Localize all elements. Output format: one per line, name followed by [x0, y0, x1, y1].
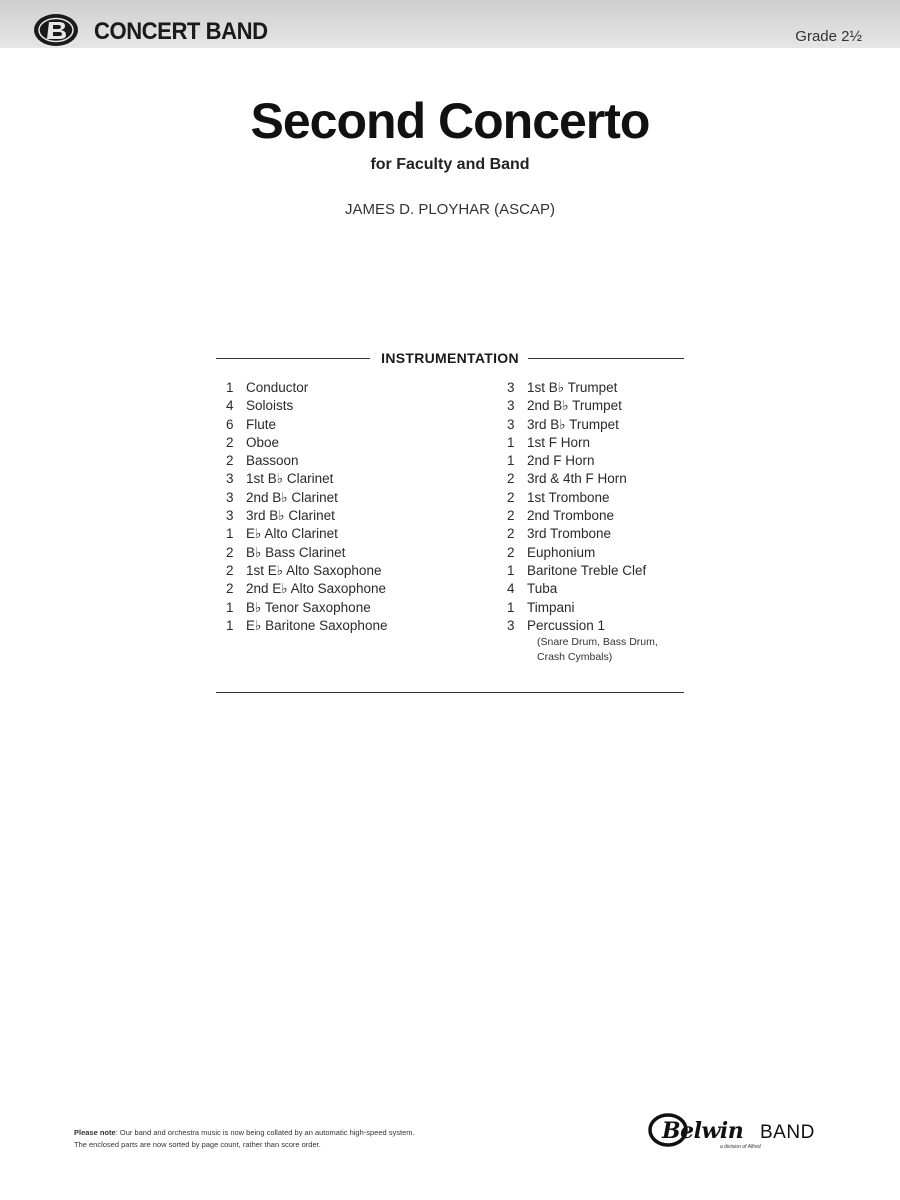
publisher-tagline: a division of Alfred — [720, 1144, 761, 1150]
collation-note — [74, 1127, 594, 1151]
instrument-row — [226, 416, 496, 434]
part-quantity: 4 — [507, 581, 515, 597]
part-name: 2nd Trombone — [527, 508, 615, 524]
instrument-row — [226, 434, 496, 452]
instrument-row — [226, 617, 496, 635]
part-name: Baritone Treble Clef — [527, 562, 647, 578]
note-label: Please note — [74, 1128, 116, 1137]
composer: JAMES D. PLOYHAR (ASCAP) — [344, 201, 556, 218]
series-name: CONCERT BAND — [94, 18, 268, 45]
publisher-script-name: Belwin — [662, 1118, 744, 1144]
part-quantity: 2 — [507, 489, 515, 505]
percussion-note-line: Crash Cymbals) — [537, 651, 613, 663]
instrument-row — [226, 525, 496, 543]
part-name: 3rd B♭ Clarinet — [246, 508, 335, 524]
instrument-row — [507, 470, 707, 488]
piece-title: Second Concerto — [250, 93, 650, 149]
part-quantity: 3 — [507, 398, 515, 414]
part-name: 2nd F Horn — [527, 453, 595, 469]
part-quantity: 2 — [226, 434, 234, 450]
part-quantity: 2 — [226, 544, 234, 560]
instrument-list-left — [226, 379, 496, 635]
part-name: B♭ Tenor Saxophone — [246, 599, 371, 615]
part-quantity: 1 — [226, 526, 234, 542]
instrument-row — [226, 599, 496, 617]
part-name: Tuba — [527, 581, 558, 597]
instrument-row — [507, 562, 707, 580]
part-quantity: 1 — [507, 562, 515, 578]
part-quantity: 1 — [507, 599, 515, 615]
instrument-row — [226, 397, 496, 415]
part-name: Soloists — [246, 398, 294, 414]
part-quantity: 2 — [507, 508, 515, 524]
part-quantity: 6 — [226, 416, 234, 432]
instrument-row — [226, 562, 496, 580]
part-quantity: 3 — [226, 489, 234, 505]
instrument-row — [507, 452, 707, 470]
publisher-band-text: BAND — [760, 1122, 815, 1143]
instrument-row — [226, 544, 496, 562]
instrumentation-bottom-rule — [216, 692, 684, 693]
instrument-row — [226, 507, 496, 525]
instrument-row — [507, 507, 707, 525]
collation-note-line: The enclosed parts are now sorted by page count, rather than score order. — [74, 1140, 321, 1149]
part-name: Euphonium — [527, 544, 596, 560]
instrument-row — [507, 489, 707, 507]
part-name: 2nd B♭ Clarinet — [246, 489, 338, 505]
part-name: 1st B♭ Clarinet — [246, 471, 334, 487]
part-name: Timpani — [527, 599, 575, 615]
instrument-row — [507, 379, 707, 397]
instrument-row — [507, 544, 707, 562]
part-name: Bassoon — [246, 453, 299, 469]
instrument-row — [507, 617, 707, 635]
part-name: Conductor — [246, 380, 309, 395]
part-name: Percussion 1 — [527, 617, 606, 633]
part-quantity: 1 — [226, 599, 234, 615]
part-quantity: 1 — [507, 434, 515, 450]
part-name: 2nd B♭ Trumpet — [527, 398, 622, 414]
part-quantity: 2 — [507, 544, 515, 560]
part-name: 3rd Trombone — [527, 526, 612, 542]
piece-subtitle: for Faculty and Band — [370, 156, 530, 173]
part-quantity: 3 — [226, 471, 234, 487]
part-name: 1st B♭ Trumpet — [527, 380, 618, 395]
part-name: Oboe — [246, 434, 280, 450]
part-quantity: 2 — [226, 562, 234, 578]
part-name: 2nd E♭ Alto Saxophone — [246, 581, 386, 597]
instrument-list-right — [507, 379, 707, 635]
heading-rule-right — [528, 358, 684, 359]
instrument-row — [507, 580, 707, 598]
instrument-row — [507, 397, 707, 415]
instrument-row — [507, 434, 707, 452]
part-quantity: 1 — [507, 453, 515, 469]
percussion-note — [537, 635, 697, 665]
part-quantity: 2 — [507, 471, 515, 487]
instrumentation-heading — [216, 350, 684, 368]
collation-note-line — [74, 1127, 594, 1139]
instrument-row — [507, 416, 707, 434]
grade-level: Grade 2½ — [795, 28, 862, 45]
part-name: B♭ Bass Clarinet — [246, 544, 346, 560]
part-quantity: 2 — [226, 453, 234, 469]
part-quantity: 3 — [226, 508, 234, 524]
part-name: 3rd & 4th F Horn — [527, 471, 627, 487]
note-text: : Our band and orchestra music is now being collated by an automatic high-speed system. — [115, 1128, 415, 1137]
part-name: E♭ Baritone Saxophone — [246, 617, 388, 633]
part-quantity: 2 — [226, 581, 234, 597]
instrument-row — [226, 580, 496, 598]
instrument-row — [226, 489, 496, 507]
part-quantity: 3 — [507, 617, 515, 633]
part-quantity: 1 — [226, 617, 234, 633]
part-name: 1st E♭ Alto Saxophone — [246, 562, 382, 578]
part-quantity: 3 — [507, 380, 515, 395]
part-quantity: 3 — [507, 416, 515, 432]
part-quantity: 4 — [226, 398, 234, 414]
belwin-b-logo-icon — [32, 12, 80, 48]
instrument-row — [226, 470, 496, 488]
part-name: 1st Trombone — [527, 489, 610, 505]
part-name: 3rd B♭ Trumpet — [527, 416, 619, 432]
instrument-row — [507, 525, 707, 543]
part-name: Flute — [246, 416, 277, 432]
percussion-note-line: (Snare Drum, Bass Drum, — [537, 636, 658, 648]
part-name: 1st F Horn — [527, 434, 591, 450]
instrument-row — [507, 599, 707, 617]
part-quantity: 2 — [507, 526, 515, 542]
part-name: E♭ Alto Clarinet — [246, 526, 338, 542]
part-quantity: 1 — [226, 380, 234, 395]
instrument-row — [226, 452, 496, 470]
instrument-row — [226, 379, 496, 397]
instrumentation-label: INSTRUMENTATION — [381, 350, 519, 366]
publisher-logo — [648, 1110, 838, 1154]
